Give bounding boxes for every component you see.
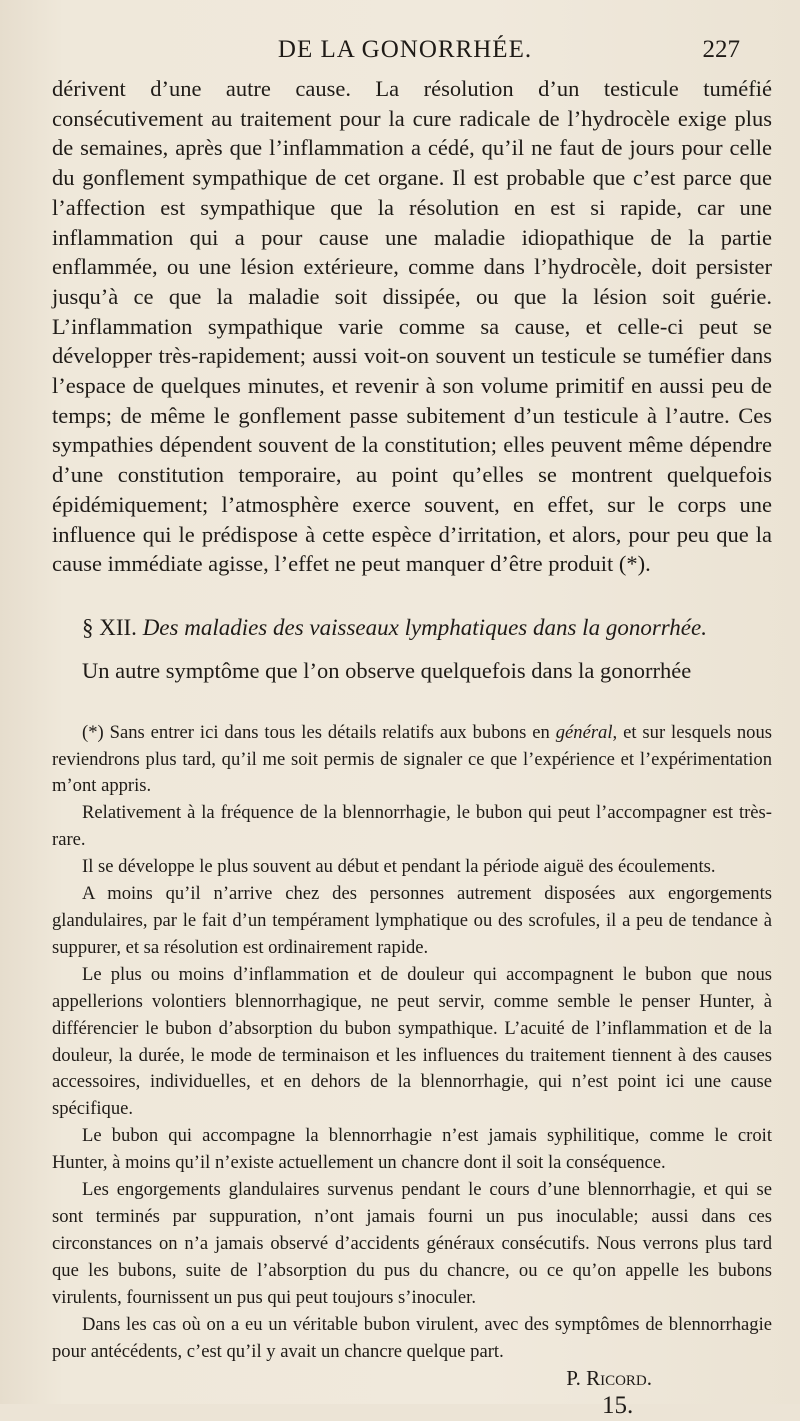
- page-header: [95, 36, 740, 68]
- section-number: § XII.: [82, 614, 137, 640]
- footnote-paragraph: Le bubon qui accompagne la blennorrhagie n’est jamais syphilitique, comme le croit Hunter, à moins qu’il n’existe actuellement un chancre dont il soit la conséquence.: [52, 1125, 772, 1174]
- main-paragraph-continued: Un autre symptôme que l’on observe quelquefois dans la gonorrhée: [82, 657, 692, 683]
- main-paragraph: dérivent d’une autre cause. La résolution d’un testicule tuméfié consécutivement au traitement pour la cure radicale de l’hydrocèle exige plus de semaines, après que l’inflammation a cédé, qu’il ne faut de jours pour celle du gonflement sympathique de cet organe. Il est probable que c’est parce que l’affection est sympathique que la résolution en est si rapide, car une inflammation qui a pour cause une maladie idiopathique de la partie enflammée, ou une lésion extérieure, comme dans l’hydrocèle, doit persister jusqu’à ce que la maladie soit dissipée, ou que la lésion soit guérie. L’inflammation sympathique varie comme sa cause, et celle-ci peut se développer très-rapidement; aussi voit-on souvent un testicule se tuméfier dans l’espace de quelques minutes, et revenir à son volume primitif en aussi peu de temps; de même le gonflement passe subitement d’un testicule à l’autre. Ces sympathies dépendent souvent de la constitution; elles peuvent même dépendre d’une constitution temporaire, au point qu’elles se montrent quelquefois épidémiquement; l’atmosphère exerce souvent, en effet, sur le corps une influence qui le prédispose à cette espèce d’irritation, et alors, pour peu que la cause immédiate agisse, l’effet ne peut manquer d’être produit (*).: [52, 76, 772, 577]
- footnote-signature: [52, 1365, 772, 1391]
- footnote: [52, 720, 772, 1392]
- section-heading: [52, 613, 772, 643]
- footnote-paragraph: A moins qu’il n’arrive chez des personnes autrement disposées aux engorgements glandulaires, par le fait d’un tempérament lymphatique ou des scrofules, il a peu de tendance à suppurer, et sa résolution est ordinairement rapide.: [52, 883, 772, 958]
- page-number: 227: [702, 36, 740, 63]
- signature-mark: 15.: [602, 1392, 634, 1420]
- footnote-paragraph: Il se développe le plus souvent au début et pendant la période aiguë des écoulements.: [82, 856, 716, 878]
- signature-text: P. Ricord.: [566, 1366, 652, 1391]
- footnote-italic-word: général: [555, 721, 613, 743]
- running-title: DE LA GONORRHÉE.: [277, 36, 533, 63]
- footnote-text: Sans entrer ici dans tous les détails relatifs aux bubons en: [109, 721, 556, 743]
- footnote-paragraph: Dans les cas où on a eu un véritable bubon virulent, avec des symptômes de blennorrhagie pour antécédents, c’est qu’il y avait un chancre quelque part.: [52, 1313, 772, 1362]
- footnote-paragraph: [52, 720, 772, 801]
- footnote-paragraph: Le plus ou moins d’inflammation et de douleur qui accompagnent le bubon que nous appellerions volontiers blennorrhagique, ne peut servir, comme semble le penser Hunter, à différencier le bubon d’absorption du bubon sympathique. L’acuité de l’inflammation et de la douleur, la durée, le mode de terminaison et les influences du traitement tiennent à des causes accessoires, individuelles, et en dehors de la blennorrhagie, qui n’est point ici une cause spécifique.: [52, 963, 772, 1120]
- section-title: Des maladies des vaisseaux lymphatiques dans la gonorrhée.: [142, 614, 707, 640]
- footnote-paragraph: Relativement à la fréquence de la blennorrhagie, le bubon qui peut l’accompagner est très-rare.: [52, 802, 772, 851]
- footnote-marker: (*): [82, 721, 104, 743]
- footnote-paragraph: Les engorgements glandulaires survenus pendant le cours d’une blennorrhagie, et qui se sont terminés par suppuration, n’ont jamais fourni un pus inoculable; aussi dans ces circonstances on n’a jamais observé d’accidents généraux consécutifs. Nous verrons plus tard que les bubons, suite de l’absorption du pus du chancre, ou ce qu’on appelle les bubons virulents, fournissent un pus qui peut toujours s’inoculer.: [52, 1179, 772, 1308]
- footnote-text: , et sur lesquels nous reviendrons plus tard, qu’il me soit permis de signaler ce que l’expérience et l’expérimentation m’ont appris.: [52, 721, 772, 797]
- page-body: [52, 74, 772, 1421]
